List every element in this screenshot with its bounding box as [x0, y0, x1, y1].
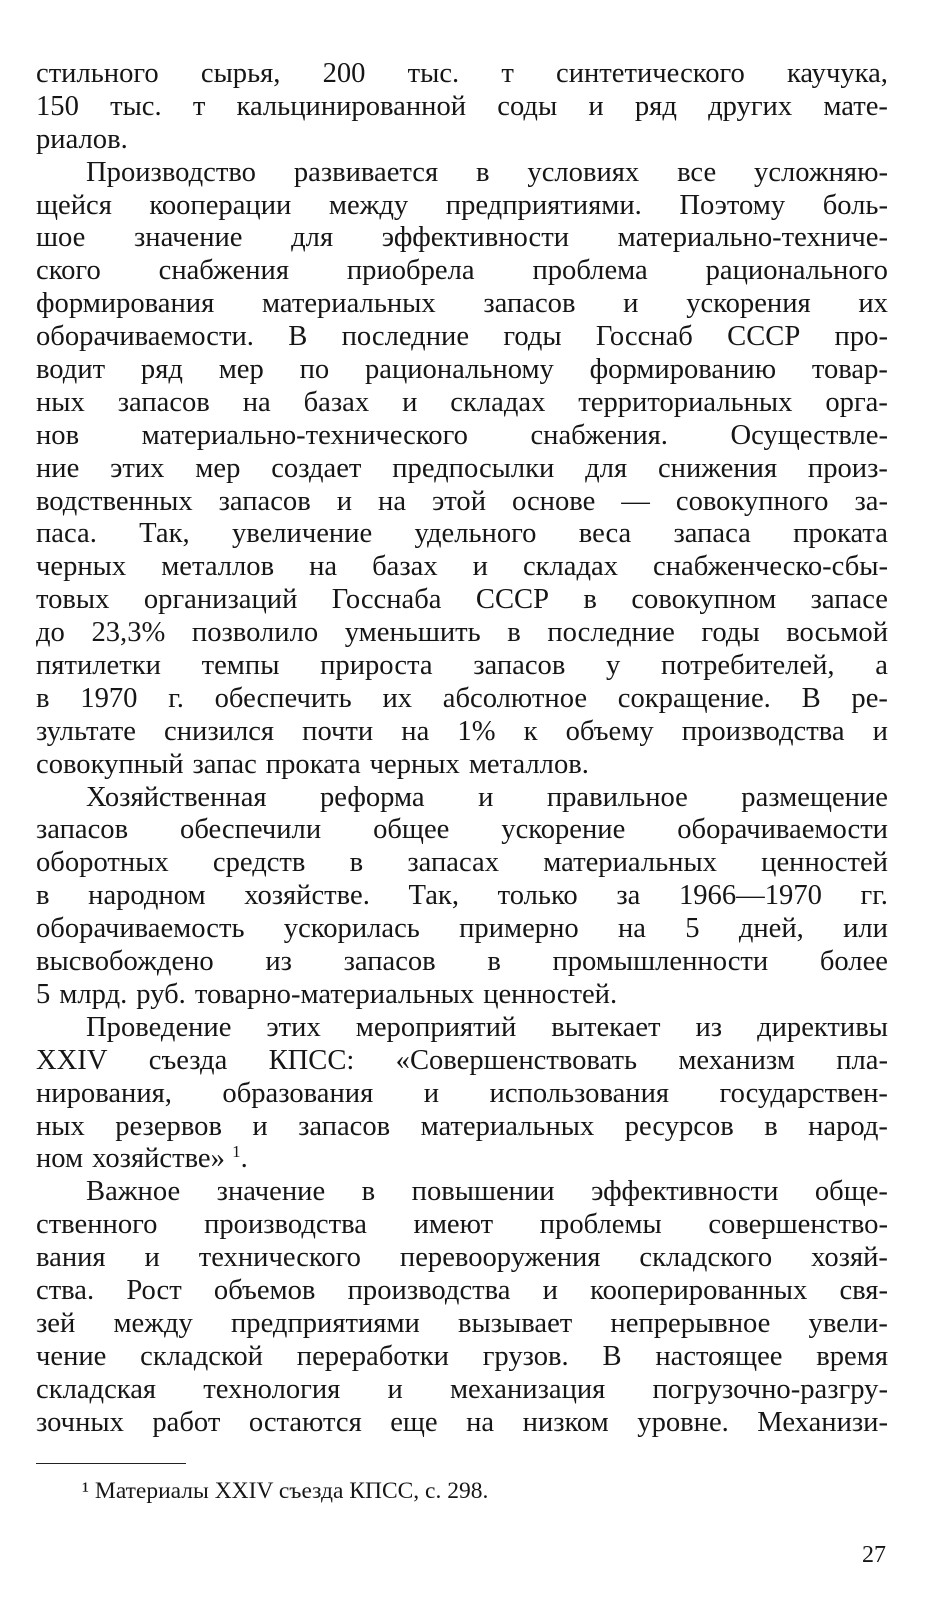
text-line: нов материально-технического снабжения. Осуществле- [36, 419, 888, 451]
text-line: пятилетки темпы прироста запасов у потребителей, а [36, 650, 888, 682]
footnote-reference: 1 [232, 1142, 241, 1162]
text-line: товых организаций Госснаба СССР в совокупном запасе [36, 584, 888, 616]
text-line: шое значение для эффективности материально-техниче- [36, 222, 888, 254]
text-line: в 1970 г. обеспечить их абсолютное сокращение. В ре- [36, 682, 888, 714]
page-number: 27 [862, 1542, 886, 1568]
text-line: Хозяйственная реформа и правильное размещение [86, 781, 888, 813]
footnote: ¹ Материалы XXIV съезда КПСС, с. 298. [82, 1478, 489, 1504]
text-line: ства. Рост объемов производства и кооперированных свя- [36, 1274, 888, 1306]
text-line: Важное значение в повышении эффективности обще- [86, 1176, 888, 1208]
text-line: складская технология и механизация погрузочно-разгру- [36, 1373, 888, 1405]
text-line: ных запасов на базах и складах территориальных орга- [36, 386, 888, 418]
text-line: формирования материальных запасов и ускорения их [36, 288, 888, 320]
text-line: до 23,3% позволило уменьшить в последние годы восьмой [36, 617, 888, 649]
text-line: запасов обеспечили общее ускорение оборачиваемости [36, 814, 888, 846]
text-line: нирования, образования и использования государствен- [36, 1077, 888, 1109]
text-line: зей между предприятиями вызывает непрерывное увели- [36, 1307, 888, 1339]
text-line: в народном хозяйстве. Так, только за 1966—1970 гг. [36, 880, 888, 912]
text-line: Проведение этих мероприятий вытекает из директивы [86, 1011, 888, 1043]
text-line: ского снабжения приобрела проблема рационального [36, 255, 888, 287]
text-line: ном хозяйстве» $^1$. [36, 1142, 248, 1175]
text-line: чение складской переработки грузов. В настоящее время [36, 1340, 888, 1372]
text-line: водственных запасов и на этой основе — совокупного за- [36, 485, 888, 517]
text-line: XXIV съезда КПСС: «Совершенствовать механизм пла- [36, 1044, 888, 1076]
text-line: ных резервов и запасов материальных ресурсов в народ- [36, 1110, 888, 1142]
text-line: 150 тыс. т кальцинированной соды и ряд других мате- [36, 90, 888, 122]
text-line: вания и технического перевооружения складского хозяй- [36, 1242, 888, 1274]
text-line: зочных работ остаются еще на низком уровне. Механизи- [36, 1406, 888, 1438]
text-line: Производство развивается в условиях все усложняю- [86, 156, 888, 188]
text-line: оборотных средств в запасах материальных ценностей [36, 847, 888, 879]
text-line: зультате снизился почти на 1% к объему производства и [36, 715, 888, 747]
text-line: высвобождено из запасов в промышленности более [36, 946, 888, 978]
text-line: 5 млрд. руб. товарно-материальных ценностей. [36, 978, 618, 1010]
text-line: оборачиваемости. В последние годы Госснаб СССР про- [36, 321, 888, 353]
footnote-divider [36, 1463, 186, 1464]
text-line: паса. Так, увеличение удельного веса запаса проката [36, 518, 888, 550]
text-line: ственного производства имеют проблемы совершенство- [36, 1209, 888, 1241]
text-line: оборачиваемость ускорилась примерно на 5 дней, или [36, 913, 888, 945]
text-line: черных металлов на базах и складах снабженческо-сбы- [36, 551, 888, 583]
text-line: риалов. [36, 123, 128, 155]
text-line: щейся кооперации между предприятиями. Поэтому боль- [36, 189, 888, 221]
body-text [36, 58, 888, 1439]
text-line: водит ряд мер по рациональному формированию товар- [36, 354, 888, 386]
text-line: стильного сырья, 200 тыс. т синтетического каучука, [36, 58, 888, 89]
text-line: ние этих мер создает предпосылки для снижения произ- [36, 452, 888, 484]
text-line: совокупный запас проката черных металлов. [36, 748, 589, 780]
